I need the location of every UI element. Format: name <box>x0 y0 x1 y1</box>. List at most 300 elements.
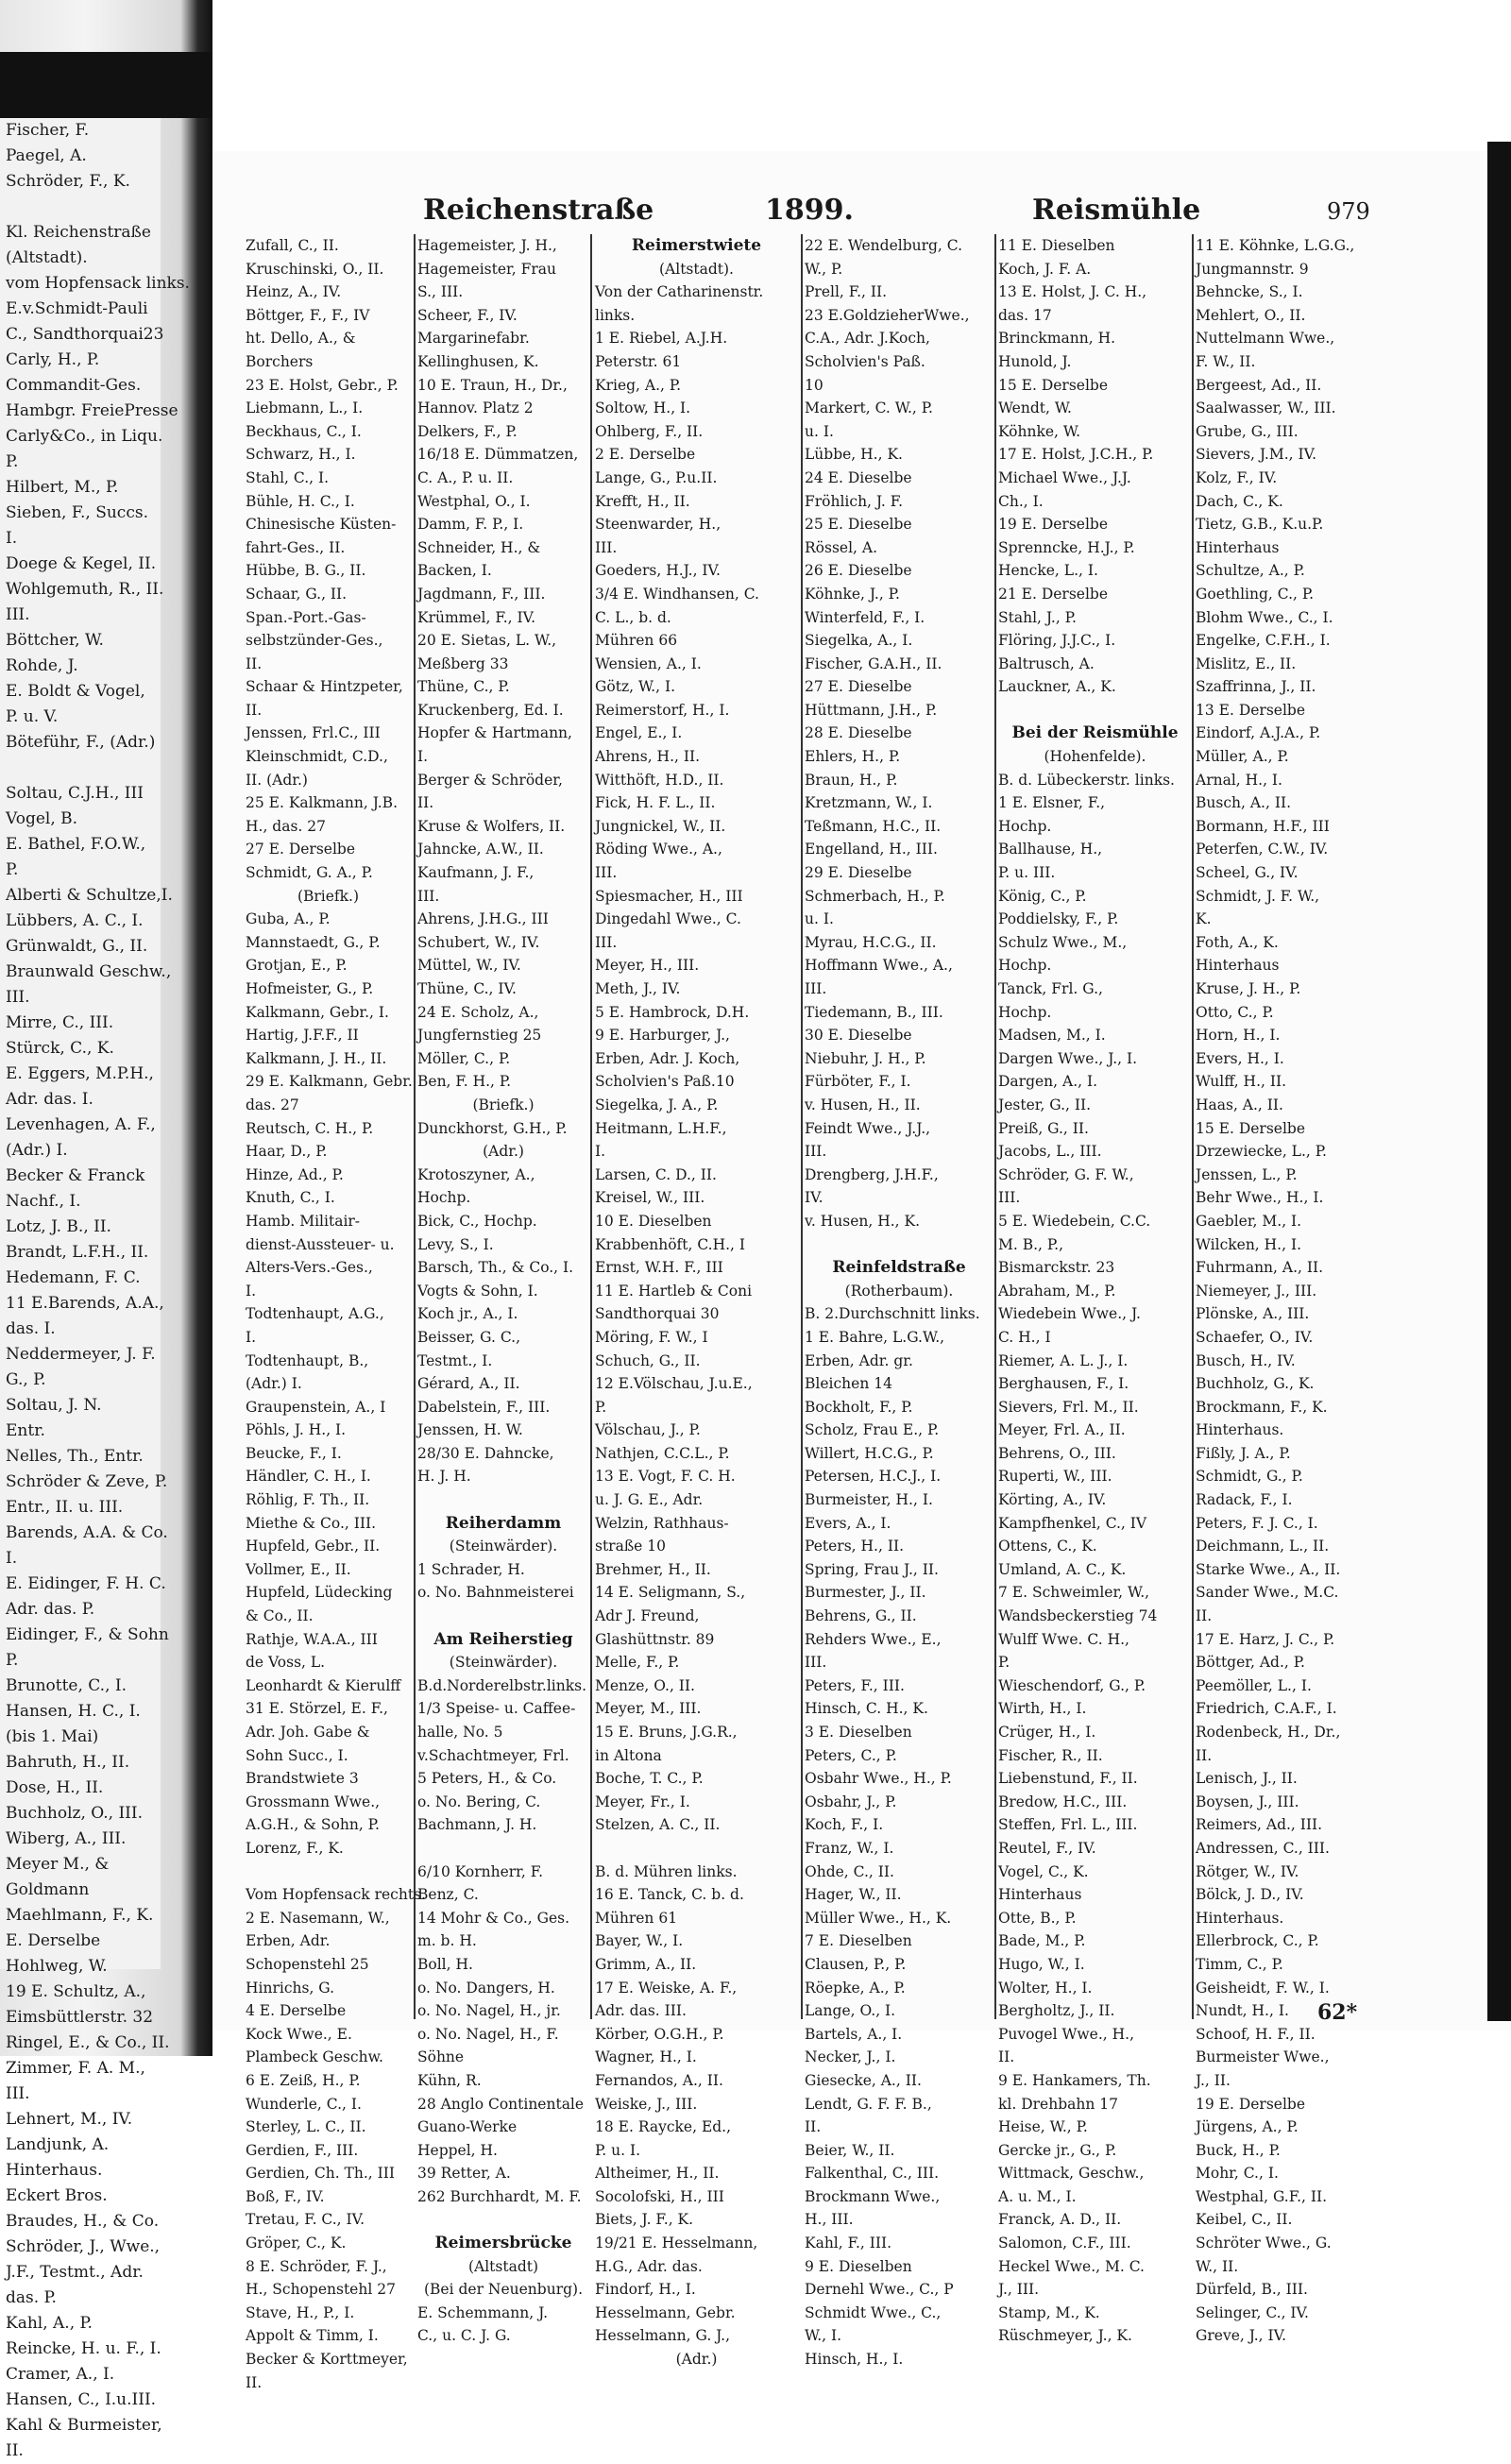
directory-entry: Stave, H., P., I. <box>246 2303 355 2321</box>
directory-entry: Spring, Frau J., II. <box>805 1560 939 1578</box>
directory-entry: Findorf, H., I. <box>595 2281 696 2299</box>
directory-entry: I. <box>595 1143 606 1161</box>
directory-entry: 3/4 E. Windhansen, C. <box>595 585 759 603</box>
directory-entry: 7 E. Schweimler, W., <box>998 1584 1150 1602</box>
directory-entry: Boche, T. C., P. <box>595 1770 704 1788</box>
directory-entry: Schwarz, H., I. <box>246 446 356 464</box>
directory-entry: Lorenz, F., K. <box>246 1839 344 1857</box>
directory-entry: Delkers, F., P. <box>417 422 518 440</box>
directory-entry: Bergeest, Ad., II. <box>1196 376 1322 394</box>
directory-entry: Nundt, H., I. <box>1196 2002 1289 2020</box>
directory-entry: Von der Catharinenstr. <box>595 283 764 301</box>
directory-entry: III. <box>417 887 440 905</box>
directory-entry: Knuth, C., I. <box>246 1189 335 1207</box>
directory-entry: Meyer, Frl. A., II. <box>998 1421 1126 1439</box>
directory-entry: Dunckhorst, G.H., P. <box>417 1119 568 1137</box>
directory-entry: 20 E. Sietas, L. W., <box>417 632 557 650</box>
directory-entry <box>246 1861 411 1884</box>
directory-entry: Busch, H., IV. <box>1196 1351 1296 1369</box>
directory-entry <box>0 195 161 220</box>
directory-entry: Meßberg 33 <box>417 654 509 672</box>
directory-entry: Bismarckstr. 23 <box>998 1259 1115 1277</box>
directory-entry: (Adr.) I. <box>246 1375 302 1393</box>
directory-entry: Hochp. <box>998 957 1052 975</box>
directory-entry: Meyer, M., III. <box>595 1700 702 1718</box>
directory-entry: 19 E. Schultz, A., <box>6 1982 146 2001</box>
directory-entry: III. <box>595 538 618 556</box>
directory-entry: Eindorf, A.J.A., P. <box>1196 724 1321 742</box>
directory-entry: Kruse, J. H., P. <box>1196 980 1301 997</box>
directory-entry: 23 E.GoldzieherWwe., <box>805 306 970 324</box>
directory-entry: Carly&Co., in Liqu. <box>6 427 163 446</box>
directory-entry: Gerdien, F., III. <box>246 2141 359 2159</box>
directory-entry: Glashüttnstr. 89 <box>595 1630 715 1648</box>
directory-entry: Niemeyer, J., III. <box>1196 1282 1317 1300</box>
directory-entry: Hinterhaus. <box>1196 1909 1284 1927</box>
directory-entry: 9 E. Hankamers, Th. <box>998 2071 1151 2089</box>
directory-entry: C.A., Adr. J.Koch, <box>805 330 930 348</box>
directory-entry: Kalkmann, Gebr., I. <box>246 1003 389 1021</box>
directory-entry: Eimsbüttlerstr. 32 <box>6 2008 154 2027</box>
directory-entry: v.Schachtmeyer, Frl. <box>417 1746 569 1764</box>
directory-entry: Boysen, J., III. <box>1196 1793 1299 1810</box>
directory-entry: Span.-Port.-Gas- <box>246 608 366 626</box>
directory-entry: B. 2.Durchschnitt links. <box>805 1305 980 1323</box>
directory-entry: Teßmann, H.C., II. <box>805 817 942 835</box>
directory-entry: Doege & Kegel, II. <box>6 554 157 573</box>
directory-entry: Hübbe, B. G., II. <box>246 562 366 580</box>
directory-entry: Vom Hopfensack rechts. <box>246 1886 426 1904</box>
directory-entry: 10 <box>805 376 823 394</box>
directory-entry: P. <box>595 1398 607 1416</box>
directory-entry: Wirth, H., I. <box>998 1700 1087 1718</box>
directory-entry: H.G., Adr. das. <box>595 2257 703 2275</box>
directory-entry: Dargen Wwe., J., I. <box>998 1049 1138 1067</box>
directory-entry: Eckert Bros. <box>6 2186 108 2205</box>
directory-entry: Kellinghusen, K. <box>417 352 539 370</box>
directory-entry: links. <box>595 306 636 324</box>
directory-entry: Bartels, A., I. <box>805 2025 903 2043</box>
directory-entry: Hinsch, H., I. <box>805 2351 904 2369</box>
directory-entry: Rathje, W.A.A., III <box>246 1630 378 1648</box>
directory-entry: Todtenhaupt, B., <box>246 1351 369 1369</box>
directory-entry: 1/3 Speise- u. Caffee- <box>417 1700 576 1718</box>
directory-entry: 19 E. Derselbe <box>998 516 1109 534</box>
directory-entry: Scheel, G., IV. <box>1196 864 1299 882</box>
directory-entry: Fernandos, A., II. <box>595 2071 723 2089</box>
directory-entry: Horn, H., I. <box>1196 1027 1281 1045</box>
directory-entry: Haas, A., II. <box>1196 1096 1283 1113</box>
directory-entry: III. <box>6 605 30 624</box>
directory-entry: o. No. Bering, C. <box>417 1793 541 1810</box>
directory-entry: 3 E. Dieselben <box>805 1724 912 1741</box>
directory-entry: u. I. <box>805 422 834 440</box>
directory-entry: 1 E. Elsner, F., <box>998 794 1106 812</box>
directory-entry: Am Reiherstieg <box>433 1629 573 1649</box>
directory-entry: Hedemann, F. C. <box>6 1268 141 1287</box>
directory-entry: Lenisch, J., II. <box>1196 1770 1298 1788</box>
directory-entry: 13 E. Derselbe <box>1196 701 1306 719</box>
directory-entry: C. L., b. d. <box>595 608 671 626</box>
directory-entry: Jenssen, H. W. <box>417 1421 523 1439</box>
directory-entry: Westphal, O., I. <box>417 492 531 510</box>
directory-entry: Witthöft, H.D., II. <box>595 771 724 789</box>
directory-entry: o. No. Dangers, H. <box>417 1979 555 1997</box>
directory-entry: IV. <box>805 1189 823 1207</box>
directory-entry: Friedrich, C.A.F., I. <box>1196 1700 1337 1718</box>
left-page-fragment <box>0 118 190 2460</box>
directory-entry: Ruperti, W., III. <box>998 1468 1112 1486</box>
column-5 <box>998 234 1192 2345</box>
directory-entry: Brunotte, C., I. <box>6 1676 127 1695</box>
directory-entry: Peemöller, L., I. <box>1196 1676 1312 1694</box>
directory-entry: II. <box>246 654 263 672</box>
scan-shadow <box>0 52 212 118</box>
page-edge-shadow <box>1487 142 1511 2021</box>
directory-entry: II. <box>6 2441 24 2460</box>
directory-entry: Salomon, C.F., III. <box>998 2235 1131 2252</box>
directory-entry: (Rotherbaum). <box>844 1282 954 1300</box>
directory-entry: (Adr.) <box>675 2351 718 2369</box>
directory-entry: Kruschinski, O., II. <box>246 260 384 278</box>
directory-entry: Evers, A., I. <box>805 1514 891 1532</box>
directory-entry: Sandthorquai 30 <box>595 1305 720 1323</box>
directory-entry: Schaar, G., II. <box>246 585 348 603</box>
directory-entry: Riemer, A. L. J., I. <box>998 1351 1129 1369</box>
directory-entry: Bölck, J. D., IV. <box>1196 1886 1304 1904</box>
directory-entry: Schopenstehl 25 <box>246 1955 369 1973</box>
directory-entry: Liebmann, L., I. <box>246 399 364 417</box>
directory-entry: Otte, B., P. <box>998 1909 1077 1927</box>
directory-entry: Bei der Reismühle <box>1011 723 1179 743</box>
directory-entry: Thüne, C., IV. <box>417 980 517 997</box>
directory-entry: Schubert, W., IV. <box>417 933 540 951</box>
directory-entry: 5 E. Hambrock, D.H. <box>595 1003 750 1021</box>
directory-entry: (Briefk.) <box>297 887 360 905</box>
directory-entry: Beisser, G. C., <box>417 1328 521 1346</box>
directory-entry: Rössel, A. <box>805 538 878 556</box>
directory-entry: Brockmann, F., K. <box>1196 1398 1328 1416</box>
directory-entry: P. <box>6 1651 19 1670</box>
directory-entry: 9 E. Dieselben <box>805 2257 912 2275</box>
directory-entry: Krabbenhöft, C.H., I <box>595 1235 746 1253</box>
directory-entry: Fuhrmann, A., II. <box>1196 1259 1324 1277</box>
directory-entry: Sievers, J.M., IV. <box>1196 446 1317 464</box>
directory-entry: u. I. <box>805 910 834 928</box>
directory-entry: Feindt Wwe., J.J., <box>805 1119 931 1137</box>
directory-entry: Schmidt, G. A., P. <box>246 864 373 882</box>
directory-entry: Sprenncke, H.J., P. <box>998 538 1135 556</box>
directory-entry: Tanck, Frl. G., <box>998 980 1103 997</box>
directory-entry: Peters, F., III. <box>805 1676 905 1694</box>
directory-entry: Benz, C. <box>417 1886 479 1904</box>
directory-entry: 17 E. Weiske, A. F., <box>595 1979 738 1997</box>
directory-entry: J., III. <box>998 2281 1040 2299</box>
directory-entry: Soltau, J. N. <box>6 1396 102 1415</box>
directory-entry: III. <box>805 980 827 997</box>
directory-entry: Steffen, Frl. L., III. <box>998 1816 1138 1834</box>
directory-entry: Wagner, H., I. <box>595 2048 697 2066</box>
directory-entry: Götz, W., I. <box>595 678 676 696</box>
directory-entry: Berger & Schröder, <box>417 771 563 789</box>
directory-entry: Deichmann, L., II. <box>1196 1538 1330 1555</box>
directory-entry: Peterstr. 61 <box>595 352 682 370</box>
directory-entry: Goldmann <box>6 1880 90 1899</box>
directory-entry: 25 E. Kalkmann, J.B. <box>246 794 399 812</box>
directory-entry: Mannstaedt, G., P. <box>246 933 381 951</box>
directory-entry: Kruckenberg, Ed. I. <box>417 701 564 719</box>
directory-entry: Menze, O., II. <box>595 1676 695 1694</box>
directory-entry: Schröder, G. F. W., <box>998 1165 1134 1183</box>
directory-entry: II. <box>1196 1607 1213 1625</box>
directory-entry: E.v.Schmidt-Pauli <box>6 299 148 318</box>
directory-entry: B.d.Norderelbstr.links. <box>417 1676 587 1694</box>
directory-entry: Jacobs, L., III. <box>998 1143 1102 1161</box>
directory-entry: das. P. <box>6 2288 57 2307</box>
directory-entry <box>417 2208 589 2232</box>
directory-entry: Köhnke, J., P. <box>805 585 900 603</box>
directory-entry: Bayer, W., I. <box>595 1932 684 1950</box>
directory-entry: Reiherdamm <box>445 1513 562 1533</box>
directory-entry: 11 E. Dieselben <box>998 237 1115 254</box>
directory-entry: Stahl, J., P. <box>998 608 1077 626</box>
directory-entry: P. <box>998 1654 1010 1672</box>
directory-entry: 24 E. Dieselbe <box>805 468 912 486</box>
directory-entry: Röhlig, F. Th., II. <box>246 1491 370 1509</box>
directory-entry: Adr. das. P. <box>6 1600 95 1619</box>
directory-entry: Cramer, A., I. <box>6 2365 115 2384</box>
directory-entry: o. No. Bahnmeisterei <box>417 1584 574 1602</box>
directory-entry: K. <box>1196 910 1212 928</box>
directory-entry: Jungfernstieg 25 <box>417 1027 542 1045</box>
directory-entry: Steenwarder, H., <box>595 516 722 534</box>
directory-entry: Reincke, H. u. F., I. <box>6 2339 161 2358</box>
directory-entry: (Adr.) <box>483 1143 524 1161</box>
directory-entry: Schoof, H. F., II. <box>1196 2025 1316 2043</box>
directory-entry: Commandit-Ges. <box>6 376 142 395</box>
directory-entry: selbstzünder-Ges., <box>246 632 383 650</box>
directory-entry: Mirre, C., III. <box>6 1013 114 1032</box>
directory-entry: Lange, G., P.u.II. <box>595 468 718 486</box>
directory-entry <box>417 1488 589 1512</box>
directory-entry: 21 E. Derselbe <box>998 585 1109 603</box>
directory-entry: Reimersbrücke <box>434 2234 572 2253</box>
directory-entry: P. u. I. <box>595 2141 641 2159</box>
directory-entry: Hinsch, C. H., K. <box>805 1700 928 1718</box>
directory-entry: Ohde, C., II. <box>805 1862 894 1880</box>
directory-entry: G., P. <box>6 1370 46 1389</box>
directory-entry: Geisheidt, F. W., I. <box>1196 1979 1330 1997</box>
directory-entry: 15 E. Derselbe <box>998 376 1109 394</box>
directory-entry: Szaffrinna, J., II. <box>1196 678 1316 696</box>
directory-entry: Krümmel, F., IV. <box>417 608 536 626</box>
directory-entry: Dach, C., K. <box>1196 492 1283 510</box>
directory-entry: Niebuhr, J. H., P. <box>805 1049 926 1067</box>
directory-entry: P. u. III. <box>998 864 1056 882</box>
directory-entry: Sohn Succ., I. <box>246 1746 348 1764</box>
directory-entry: 16 E. Tanck, C. b. d. <box>595 1886 744 1904</box>
directory-entry: Blohm Wwe., C., I. <box>1196 608 1333 626</box>
directory-entry: Hohlweg, W. <box>6 1957 108 1976</box>
directory-entry: Engelke, C.F.H., I. <box>1196 632 1331 650</box>
directory-entry: Gaebler, M., I. <box>1196 1212 1302 1230</box>
directory-entry: Nelles, Th., Entr. <box>6 1447 144 1466</box>
directory-entry: Böttger, F., F., IV <box>246 306 370 324</box>
directory-entry: 25 E. Dieselbe <box>805 516 912 534</box>
directory-entry: Fischer, R., II. <box>998 1746 1103 1764</box>
directory-entry: Söhne <box>417 2048 465 2066</box>
directory-entry: Socolofski, H., III <box>595 2187 724 2205</box>
directory-entry: Scholvien's Paß. <box>805 352 925 370</box>
directory-entry: Wiberg, A., III. <box>6 1829 127 1848</box>
directory-entry: Hinterhaus. <box>1196 1421 1284 1439</box>
directory-entry: Meth, J., IV. <box>595 980 681 997</box>
directory-entry: Hilbert, M., P. <box>6 478 119 497</box>
directory-entry: Grossmann Wwe., <box>246 1793 381 1810</box>
directory-entry: Hansen, H. C., I. <box>6 1702 141 1721</box>
directory-entry: Krotoszyner, A., <box>417 1165 535 1183</box>
directory-entry: Krefft, H., II. <box>595 492 690 510</box>
signature-mark: 62* <box>1317 2000 1358 2025</box>
directory-entry: 5 Peters, H., & Co. <box>417 1770 557 1788</box>
directory-entry: Starke Wwe., A., II. <box>1196 1560 1341 1578</box>
directory-entry: I. <box>6 529 18 548</box>
directory-entry: Fürböter, F., I. <box>805 1073 911 1091</box>
directory-entry: Hamb. Militair- <box>246 1212 361 1230</box>
directory-entry: Levy, S., I. <box>417 1235 494 1253</box>
directory-entry: Peterfen, C.W., IV. <box>1196 841 1329 858</box>
directory-entry: Radack, F., I. <box>1196 1491 1293 1509</box>
directory-entry: Koch, J. F. A. <box>998 260 1092 278</box>
directory-entry: Jenssen, L., P. <box>1196 1165 1298 1183</box>
column-6 <box>1196 234 1418 2345</box>
directory-entry: Lehnert, M., IV. <box>6 2110 133 2129</box>
directory-entry: Soltow, H., I. <box>595 399 691 417</box>
directory-entry: Rohde, J. <box>6 656 78 675</box>
directory-entry: Hupfeld, Gebr., II. <box>246 1538 381 1555</box>
directory-entry: Fißly, J. A., P. <box>1196 1444 1291 1462</box>
directory-entry: Altheimer, H., II. <box>595 2165 720 2183</box>
directory-entry: Osbahr Wwe., H., P. <box>805 1770 952 1788</box>
directory-entry: fahrt-Ges., II. <box>246 538 346 556</box>
directory-entry: Kalkmann, J. H., II. <box>246 1049 387 1067</box>
directory-entry: J., II. <box>1196 2071 1231 2089</box>
directory-entry: Myrau, H.C.G., II. <box>805 933 937 951</box>
directory-entry: Hagemeister, Frau <box>417 260 556 278</box>
directory-entry: Rüschmeyer, J., K. <box>998 2327 1132 2345</box>
directory-entry: Peters, H., II. <box>805 1538 904 1555</box>
running-head-street: Reichenstraße <box>423 194 654 227</box>
directory-entry: m. b. H. <box>417 1932 477 1950</box>
directory-entry: Brinckmann, H. <box>998 330 1116 348</box>
directory-entry: 1 Schrader, H. <box>417 1560 525 1578</box>
directory-entry: Eidinger, F., & Sohn <box>6 1625 169 1644</box>
directory-entry: Kahl, F., III. <box>805 2235 892 2252</box>
directory-entry: Hansen, C., I.u.III. <box>6 2390 157 2409</box>
directory-entry: W., II. <box>1196 2257 1239 2275</box>
directory-entry: Poddielsky, F., P. <box>998 910 1119 928</box>
directory-entry: (Steinwärder). <box>449 1538 558 1555</box>
directory-entry: kl. Drehbahn 17 <box>998 2095 1118 2113</box>
directory-entry: Miethe & Co., III. <box>246 1514 377 1532</box>
directory-entry: Borchers <box>246 352 314 370</box>
directory-entry: (Altstadt). <box>6 248 88 267</box>
column-3 <box>595 234 798 2369</box>
directory-entry: 17 E. Holst, J.C.H., P. <box>998 446 1154 464</box>
directory-entry: Brandt, L.F.H., II. <box>6 1243 149 1262</box>
directory-entry: Händler, C. H., I. <box>246 1468 371 1486</box>
directory-entry: Abraham, M., P. <box>998 1282 1116 1300</box>
directory-entry: Hinterhaus. <box>6 2161 103 2180</box>
directory-entry: Dabelstein, F., III. <box>417 1398 551 1416</box>
directory-entry: II. (Adr.) <box>246 771 308 789</box>
directory-entry: Burmester, J., II. <box>805 1584 926 1602</box>
directory-entry: Erben, Adr. J. Koch, <box>595 1049 740 1067</box>
directory-entry: Braun, H., P. <box>805 771 898 789</box>
directory-entry: Jürgens, A., P. <box>1196 2118 1299 2136</box>
directory-entry: Kühn, R. <box>417 2071 482 2089</box>
directory-entry: Meyer M., & <box>6 1855 110 1874</box>
directory-entry: Alberti & Schultze,I. <box>6 886 173 905</box>
directory-entry: Haar, D., P. <box>246 1143 328 1161</box>
directory-entry: Hopfer & Hartmann, <box>417 724 572 742</box>
directory-entry: Boll, H. <box>417 1955 473 1973</box>
directory-entry: III. <box>998 1189 1021 1207</box>
directory-entry: Braunwald Geschw., <box>6 962 172 981</box>
directory-entry: Nathjen, C.C.L., P. <box>595 1444 730 1462</box>
running-head-next-street: Reismühle <box>1032 194 1201 227</box>
directory-entry: 22 E. Wendelburg, C. <box>805 237 963 254</box>
directory-entry: Lotz, J. B., II. <box>6 1217 111 1236</box>
directory-entry: Selinger, C., IV. <box>1196 2303 1309 2321</box>
directory-entry: 1 E. Bahre, L.G.W., <box>805 1328 945 1346</box>
directory-entry: III. <box>6 988 30 1007</box>
directory-entry: Hencke, L., I. <box>998 562 1098 580</box>
directory-entry: Rehders Wwe., E., <box>805 1630 942 1648</box>
directory-entry: Sievers, Frl. M., II. <box>998 1398 1139 1416</box>
directory-entry: Bahruth, H., II. <box>6 1753 130 1772</box>
directory-entry: Mühren 61 <box>595 1909 678 1927</box>
directory-entry: Hupfeld, Lüdecking <box>246 1584 393 1602</box>
directory-entry: Reutel, F., IV. <box>998 1839 1096 1857</box>
directory-entry: Flöring, J.J.C., I. <box>998 632 1116 650</box>
page-number: 979 <box>1327 198 1370 225</box>
directory-entry: Hager, W., II. <box>805 1886 902 1904</box>
directory-entry: C. A., P. u. II. <box>417 468 514 486</box>
directory-entry: Adr. das. III. <box>595 2002 687 2020</box>
directory-entry: Müttel, W., IV. <box>417 957 521 975</box>
directory-entry: Stürck, C., K. <box>6 1039 114 1058</box>
directory-entry: Weiske, J., III. <box>595 2095 698 2113</box>
directory-entry: Kreisel, W., III. <box>595 1189 705 1207</box>
directory-entry: de Voss, L. <box>246 1654 326 1672</box>
directory-entry: Scholz, Frau E., P. <box>805 1421 940 1439</box>
directory-entry: & Co., II. <box>246 1607 314 1625</box>
directory-entry: Drengberg, J.H.F., <box>805 1165 939 1183</box>
directory-entry: Goethling, C., P. <box>1196 585 1315 603</box>
directory-entry: Jungmannstr. 9 <box>1196 260 1309 278</box>
directory-entry: II. <box>417 794 434 812</box>
directory-entry: vom Hopfensack links. <box>6 274 190 293</box>
directory-entry: Meyer, Fr., I. <box>595 1793 690 1810</box>
directory-entry: 28/30 E. Dahncke, <box>417 1444 554 1462</box>
directory-entry: Becker & Korttmeyer, <box>246 2351 408 2369</box>
directory-entry: Hoffmann Wwe., A., <box>805 957 953 975</box>
directory-entry: Fischer, G.A.H., II. <box>805 654 942 672</box>
directory-entry: Siegelka, A., I. <box>805 632 913 650</box>
directory-entry: 16/18 E. Dümmatzen, <box>417 446 579 464</box>
directory-entry: 2 E. Nasemann, W., <box>246 1909 390 1927</box>
